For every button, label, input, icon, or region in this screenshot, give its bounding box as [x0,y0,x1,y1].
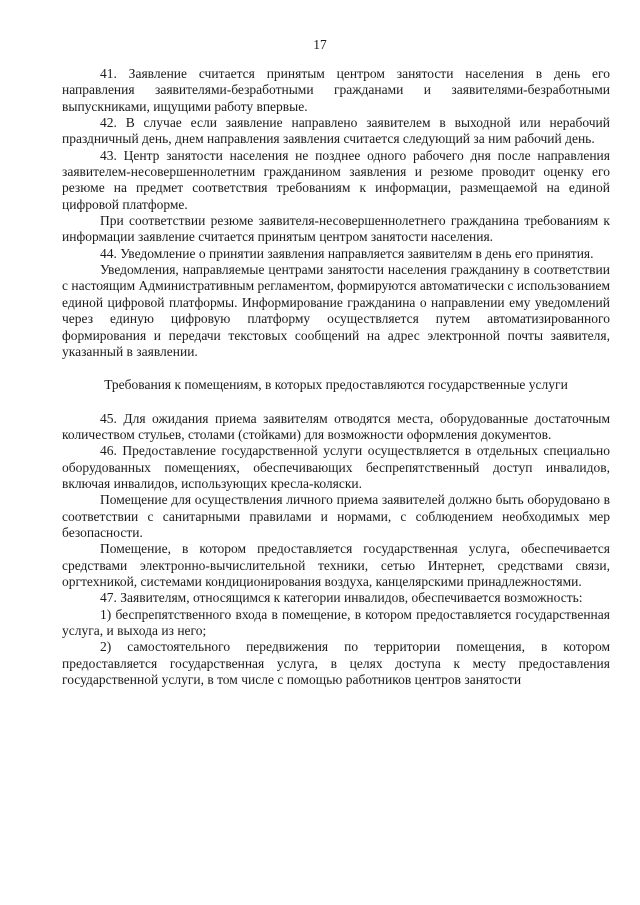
document-body [62,66,610,688]
paragraph-44-notifications: Уведомления, направляемые центрами занятости населения гражданину в соответствии с настоящим Административным регламентом, формируются автоматически с использованием единой цифровой платформы. Информирование гражданина о направлении ему уведомлений через единую цифровую платформу осуществляется путем автоматизированного формирования и передачи текстовых сообщений на адрес электронной почты заявителя, указанный в заявлении. [62,262,610,359]
paragraph-41: 41. Заявление считается принятым центром занятости населения в день его направления заявителями-безработными гражданами и заявителями-безработными выпускниками, ищущими работу впервые. [62,66,610,114]
page-number: 17 [313,37,327,52]
section-heading: Требования к помещениям, в которых предоставляются государственные услуги [104,377,568,393]
paragraph-46-equipment: Помещение, в котором предоставляется государственная услуга, обеспечивается средствами электронно-вычислительной техники, сетью Интернет, средствами связи, оргтехникой, системами кондиционирования воздуха, канцелярскими принадлежностями. [62,541,610,589]
paragraph-47: 47. Заявителям, относящимся к категории инвалидов, обеспечивается возможность: [100,590,583,606]
paragraph-42: 42. В случае если заявление направлено заявителем в выходной или нерабочий праздничный день, днем направления заявления считается следующий за ним рабочий день. [62,115,610,147]
paragraph-46-reception-room: Помещение для осуществления личного приема заявителей должно быть оборудовано в соответствии с санитарными правилами и нормами, с соблюдением необходимых мер безопасности. [62,492,610,540]
paragraph-43: 43. Центр занятости населения не позднее одного рабочего дня после направления заявителем-несовершеннолетним гражданином заявления и резюме проводит оценку его резюме на предмет соответствия требованиям к информации, размещаемой на единой цифровой платформе. [62,147,610,212]
paragraph-43-continued: При соответствии резюме заявителя-несовершеннолетнего гражданина требованиям к информации заявление считается принятым центром занятости населения. [62,213,610,245]
paragraph-47-item-2: 2) самостоятельного передвижения по территории помещения, в котором предоставляется государственная услуга, в целях доступа к месту предоставления государственной услуги, в том числе с помощью работников центров занятости [62,639,610,688]
paragraph-45: 45. Для ожидания приема заявителям отводятся места, оборудованные достаточным количеством стульев, столами (стойками) для возможности оформления документов. [62,410,610,442]
paragraph-44: 44. Уведомление о принятии заявления направляется заявителям в день его принятия. [100,245,594,261]
paragraph-47-item-1: 1) беспрепятственного входа в помещение, в котором предоставляется государственная услуга, и выхода из него; [62,606,610,638]
paragraph-46: 46. Предоставление государственной услуги осуществляется в отдельных специально оборудованных помещениях, обеспечивающих беспрепятственный доступ инвалидов, включая инвалидов, использующих кресла-коляски. [62,443,610,491]
